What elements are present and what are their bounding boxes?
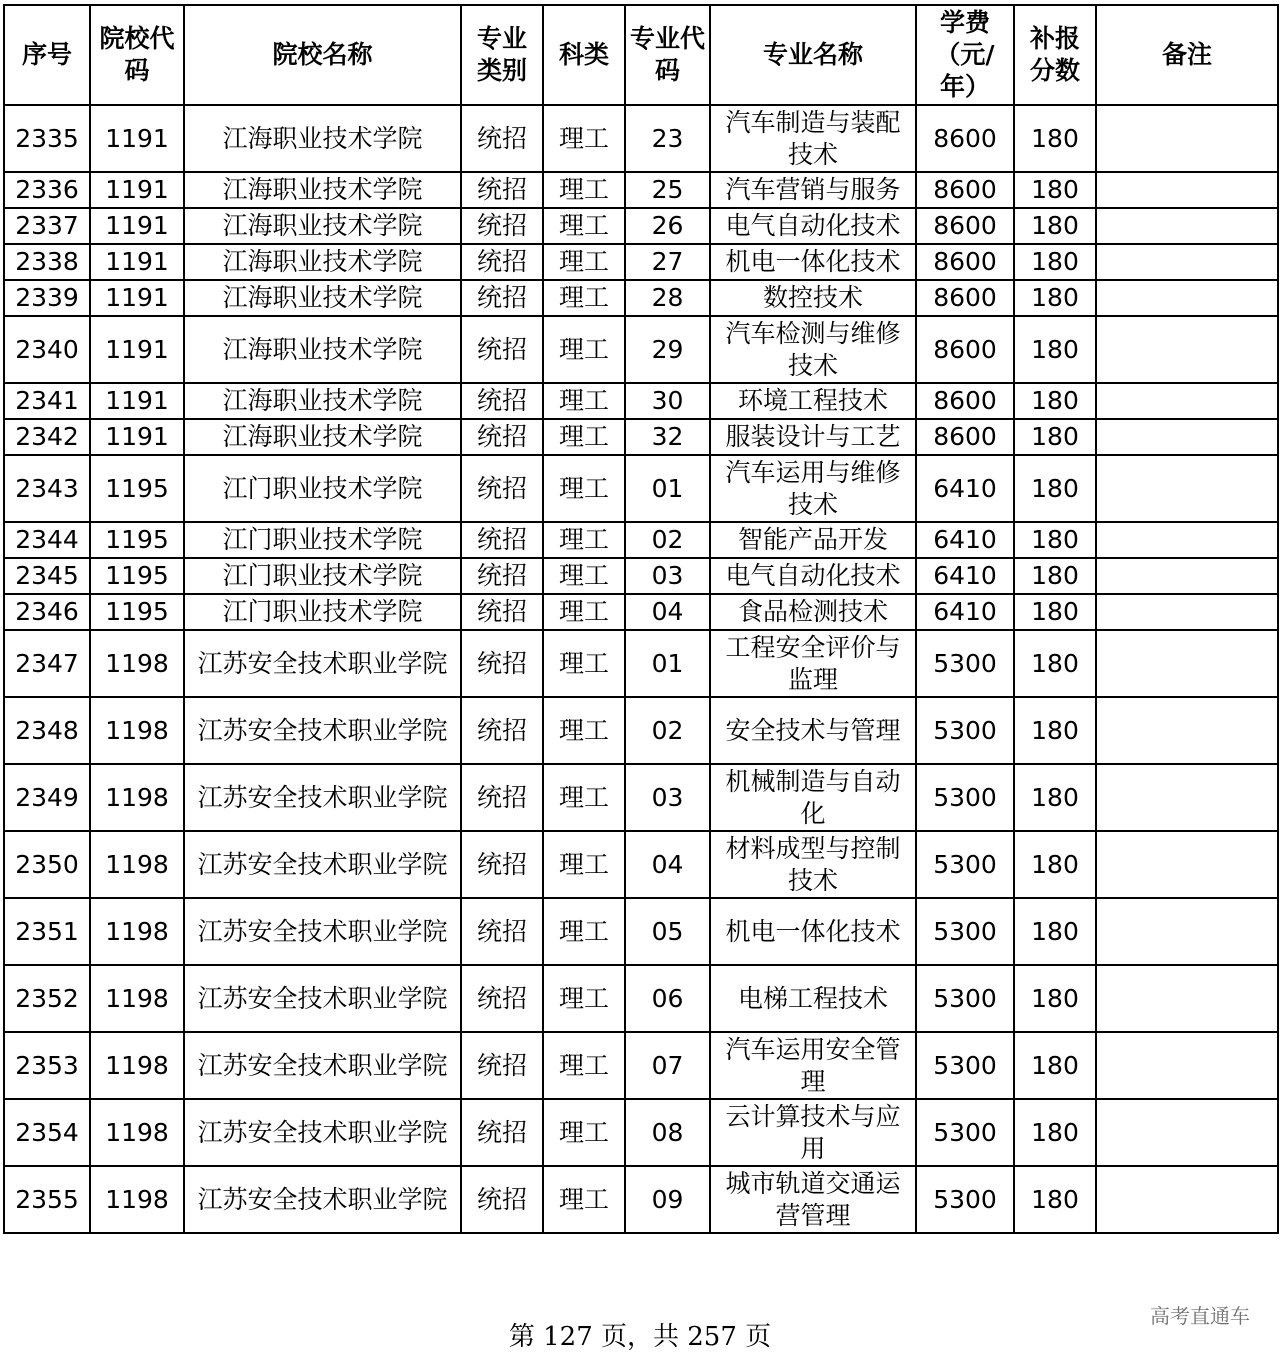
cell-remarks (1096, 1032, 1278, 1099)
cell-school-name: 江苏安全技术职业学院 (184, 898, 461, 965)
cell-major-code: 09 (625, 1166, 710, 1233)
cell-seq: 2339 (4, 280, 90, 316)
cell-remarks (1096, 172, 1278, 208)
cell-major-type: 统招 (461, 383, 543, 419)
cell-school-code: 1198 (90, 1032, 184, 1099)
cell-school-code: 1198 (90, 965, 184, 1032)
cell-major-code: 08 (625, 1099, 710, 1166)
cell-major-name: 汽车制造与装配技术 (710, 105, 916, 172)
table-row (4, 1032, 1278, 1099)
cell-school-name: 江海职业技术学院 (184, 208, 461, 244)
cell-school-name: 江苏安全技术职业学院 (184, 697, 461, 764)
cell-seq: 2348 (4, 697, 90, 764)
cell-major-type: 统招 (461, 898, 543, 965)
cell-school-name: 江苏安全技术职业学院 (184, 1099, 461, 1166)
cell-subject: 理工 (543, 455, 625, 522)
cell-major-type: 统招 (461, 831, 543, 898)
cell-major-code: 27 (625, 244, 710, 280)
cell-major-code: 25 (625, 172, 710, 208)
cell-seq: 2335 (4, 105, 90, 172)
cell-score: 180 (1014, 594, 1096, 630)
cell-major-code: 28 (625, 280, 710, 316)
cell-school-code: 1195 (90, 558, 184, 594)
cell-score: 180 (1014, 965, 1096, 1032)
cell-tuition: 8600 (916, 244, 1014, 280)
cell-subject: 理工 (543, 522, 625, 558)
cell-seq: 2340 (4, 316, 90, 383)
cell-school-name: 江门职业技术学院 (184, 522, 461, 558)
cell-seq: 2337 (4, 208, 90, 244)
table-row (4, 1166, 1278, 1233)
cell-school-code: 1191 (90, 208, 184, 244)
header-school-name: 院校名称 (184, 5, 461, 105)
cell-score: 180 (1014, 244, 1096, 280)
cell-tuition: 6410 (916, 558, 1014, 594)
cell-score: 180 (1014, 105, 1096, 172)
table-row (4, 105, 1278, 172)
cell-school-code: 1195 (90, 455, 184, 522)
header-major-name: 专业名称 (710, 5, 916, 105)
cell-school-code: 1191 (90, 280, 184, 316)
cell-school-name: 江海职业技术学院 (184, 280, 461, 316)
cell-major-name: 环境工程技术 (710, 383, 916, 419)
cell-seq: 2353 (4, 1032, 90, 1099)
cell-tuition: 5300 (916, 764, 1014, 831)
cell-major-name: 汽车营销与服务 (710, 172, 916, 208)
cell-school-name: 江苏安全技术职业学院 (184, 630, 461, 697)
cell-major-name: 机电一体化技术 (710, 244, 916, 280)
table-row (4, 764, 1278, 831)
cell-subject: 理工 (543, 831, 625, 898)
cell-subject: 理工 (543, 594, 625, 630)
cell-major-type: 统招 (461, 105, 543, 172)
cell-remarks (1096, 1099, 1278, 1166)
cell-tuition: 5300 (916, 1099, 1014, 1166)
table-row (4, 965, 1278, 1032)
cell-school-code: 1191 (90, 105, 184, 172)
cell-tuition: 5300 (916, 697, 1014, 764)
cell-school-name: 江苏安全技术职业学院 (184, 1166, 461, 1233)
cell-school-code: 1198 (90, 630, 184, 697)
table-row (4, 383, 1278, 419)
cell-school-name: 江海职业技术学院 (184, 383, 461, 419)
cell-school-name: 江海职业技术学院 (184, 419, 461, 455)
cell-major-code: 07 (625, 1032, 710, 1099)
cell-seq: 2338 (4, 244, 90, 280)
cell-school-name: 江苏安全技术职业学院 (184, 764, 461, 831)
header-major-type: 专业类别 (461, 5, 543, 105)
cell-score: 180 (1014, 764, 1096, 831)
cell-score: 180 (1014, 316, 1096, 383)
cell-score: 180 (1014, 697, 1096, 764)
cell-school-code: 1198 (90, 764, 184, 831)
cell-major-name: 材料成型与控制技术 (710, 831, 916, 898)
cell-major-name: 数控技术 (710, 280, 916, 316)
table-row (4, 630, 1278, 697)
cell-major-type: 统招 (461, 1099, 543, 1166)
cell-seq: 2349 (4, 764, 90, 831)
cell-major-name: 云计算技术与应用 (710, 1099, 916, 1166)
cell-remarks (1096, 594, 1278, 630)
cell-subject: 理工 (543, 244, 625, 280)
cell-tuition: 8600 (916, 419, 1014, 455)
cell-score: 180 (1014, 419, 1096, 455)
cell-subject: 理工 (543, 383, 625, 419)
cell-score: 180 (1014, 1099, 1096, 1166)
cell-score: 180 (1014, 455, 1096, 522)
cell-tuition: 5300 (916, 831, 1014, 898)
cell-subject: 理工 (543, 697, 625, 764)
table-row (4, 594, 1278, 630)
cell-subject: 理工 (543, 208, 625, 244)
header-seq: 序号 (4, 5, 90, 105)
cell-seq: 2345 (4, 558, 90, 594)
cell-school-code: 1191 (90, 419, 184, 455)
cell-remarks (1096, 316, 1278, 383)
cell-major-type: 统招 (461, 1166, 543, 1233)
cell-tuition: 8600 (916, 316, 1014, 383)
cell-seq: 2354 (4, 1099, 90, 1166)
cell-major-type: 统招 (461, 419, 543, 455)
cell-major-name: 城市轨道交通运营管理 (710, 1166, 916, 1233)
cell-major-name: 食品检测技术 (710, 594, 916, 630)
cell-school-code: 1198 (90, 898, 184, 965)
cell-remarks (1096, 244, 1278, 280)
admission-table (3, 4, 1279, 1234)
cell-remarks (1096, 558, 1278, 594)
cell-subject: 理工 (543, 558, 625, 594)
header-subject: 科类 (543, 5, 625, 105)
cell-school-code: 1198 (90, 1099, 184, 1166)
cell-major-code: 02 (625, 522, 710, 558)
table-header-row (4, 5, 1278, 105)
cell-major-type: 统招 (461, 244, 543, 280)
cell-remarks (1096, 208, 1278, 244)
header-major-code: 专业代码 (625, 5, 710, 105)
cell-major-name: 汽车检测与维修技术 (710, 316, 916, 383)
cell-school-name: 江苏安全技术职业学院 (184, 965, 461, 1032)
cell-seq: 2341 (4, 383, 90, 419)
cell-seq: 2346 (4, 594, 90, 630)
table-row (4, 831, 1278, 898)
cell-score: 180 (1014, 630, 1096, 697)
table-row (4, 558, 1278, 594)
cell-score: 180 (1014, 172, 1096, 208)
cell-school-name: 江门职业技术学院 (184, 594, 461, 630)
cell-remarks (1096, 630, 1278, 697)
cell-remarks (1096, 1166, 1278, 1233)
cell-major-name: 智能产品开发 (710, 522, 916, 558)
cell-major-type: 统招 (461, 280, 543, 316)
table-row (4, 208, 1278, 244)
cell-major-code: 04 (625, 831, 710, 898)
cell-score: 180 (1014, 831, 1096, 898)
cell-remarks (1096, 419, 1278, 455)
table-row (4, 1099, 1278, 1166)
cell-school-code: 1195 (90, 522, 184, 558)
cell-remarks (1096, 105, 1278, 172)
cell-major-code: 32 (625, 419, 710, 455)
cell-major-code: 03 (625, 764, 710, 831)
cell-seq: 2343 (4, 455, 90, 522)
cell-major-name: 汽车运用安全管理 (710, 1032, 916, 1099)
cell-tuition: 8600 (916, 280, 1014, 316)
cell-seq: 2344 (4, 522, 90, 558)
cell-school-code: 1191 (90, 172, 184, 208)
page-footer: 第 127 页，共 257 页 (508, 1322, 772, 1352)
cell-seq: 2336 (4, 172, 90, 208)
cell-major-type: 统招 (461, 455, 543, 522)
cell-remarks (1096, 280, 1278, 316)
cell-school-code: 1198 (90, 697, 184, 764)
cell-subject: 理工 (543, 630, 625, 697)
cell-score: 180 (1014, 383, 1096, 419)
cell-school-name: 江海职业技术学院 (184, 172, 461, 208)
cell-subject: 理工 (543, 105, 625, 172)
cell-remarks (1096, 522, 1278, 558)
table-row (4, 522, 1278, 558)
cell-tuition: 5300 (916, 630, 1014, 697)
cell-tuition: 5300 (916, 898, 1014, 965)
header-remarks: 备注 (1096, 5, 1278, 105)
table-row (4, 898, 1278, 965)
cell-school-code: 1195 (90, 594, 184, 630)
header-school-code: 院校代码 (90, 5, 184, 105)
cell-major-name: 汽车运用与维修技术 (710, 455, 916, 522)
cell-subject: 理工 (543, 1032, 625, 1099)
cell-school-name: 江海职业技术学院 (184, 244, 461, 280)
cell-seq: 2350 (4, 831, 90, 898)
cell-major-code: 23 (625, 105, 710, 172)
cell-tuition: 6410 (916, 594, 1014, 630)
cell-major-type: 统招 (461, 1032, 543, 1099)
table-row (4, 419, 1278, 455)
cell-seq: 2352 (4, 965, 90, 1032)
cell-major-code: 01 (625, 630, 710, 697)
header-tuition: 学费（元/年） (916, 5, 1014, 105)
cell-major-name: 电气自动化技术 (710, 208, 916, 244)
table-row (4, 455, 1278, 522)
cell-seq: 2342 (4, 419, 90, 455)
cell-score: 180 (1014, 1032, 1096, 1099)
cell-tuition: 5300 (916, 965, 1014, 1032)
cell-remarks (1096, 383, 1278, 419)
cell-school-code: 1191 (90, 316, 184, 383)
table-row (4, 316, 1278, 383)
cell-major-code: 01 (625, 455, 710, 522)
cell-major-type: 统招 (461, 594, 543, 630)
cell-tuition: 5300 (916, 1032, 1014, 1099)
cell-subject: 理工 (543, 1166, 625, 1233)
cell-tuition: 5300 (916, 1166, 1014, 1233)
cell-remarks (1096, 455, 1278, 522)
header-score: 补报分数 (1014, 5, 1096, 105)
cell-major-code: 30 (625, 383, 710, 419)
cell-major-name: 机械制造与自动化 (710, 764, 916, 831)
cell-subject: 理工 (543, 898, 625, 965)
table-row (4, 172, 1278, 208)
cell-school-name: 江门职业技术学院 (184, 455, 461, 522)
cell-subject: 理工 (543, 764, 625, 831)
cell-tuition: 8600 (916, 172, 1014, 208)
cell-school-code: 1198 (90, 831, 184, 898)
cell-subject: 理工 (543, 1099, 625, 1166)
cell-school-code: 1198 (90, 1166, 184, 1233)
cell-major-name: 工程安全评价与监理 (710, 630, 916, 697)
cell-major-code: 05 (625, 898, 710, 965)
cell-major-name: 机电一体化技术 (710, 898, 916, 965)
watermark: 高考直通车 (1150, 1304, 1250, 1328)
cell-major-code: 04 (625, 594, 710, 630)
cell-major-name: 服装设计与工艺 (710, 419, 916, 455)
cell-seq: 2355 (4, 1166, 90, 1233)
cell-score: 180 (1014, 1166, 1096, 1233)
cell-tuition: 8600 (916, 383, 1014, 419)
cell-school-code: 1191 (90, 244, 184, 280)
cell-score: 180 (1014, 522, 1096, 558)
cell-subject: 理工 (543, 419, 625, 455)
cell-remarks (1096, 764, 1278, 831)
cell-major-type: 统招 (461, 208, 543, 244)
cell-major-name: 电气自动化技术 (710, 558, 916, 594)
cell-remarks (1096, 965, 1278, 1032)
cell-school-name: 江苏安全技术职业学院 (184, 831, 461, 898)
cell-score: 180 (1014, 280, 1096, 316)
table-row (4, 697, 1278, 764)
cell-major-type: 统招 (461, 764, 543, 831)
table-row (4, 244, 1278, 280)
cell-major-type: 统招 (461, 697, 543, 764)
cell-tuition: 6410 (916, 455, 1014, 522)
cell-seq: 2347 (4, 630, 90, 697)
cell-major-code: 06 (625, 965, 710, 1032)
cell-tuition: 8600 (916, 105, 1014, 172)
cell-tuition: 8600 (916, 208, 1014, 244)
cell-subject: 理工 (543, 316, 625, 383)
cell-school-name: 江苏安全技术职业学院 (184, 1032, 461, 1099)
cell-school-name: 江海职业技术学院 (184, 316, 461, 383)
cell-major-code: 26 (625, 208, 710, 244)
table-row (4, 280, 1278, 316)
cell-score: 180 (1014, 208, 1096, 244)
cell-major-type: 统招 (461, 172, 543, 208)
cell-subject: 理工 (543, 280, 625, 316)
cell-major-type: 统招 (461, 965, 543, 1032)
cell-school-name: 江海职业技术学院 (184, 105, 461, 172)
cell-school-code: 1191 (90, 383, 184, 419)
cell-tuition: 6410 (916, 522, 1014, 558)
cell-subject: 理工 (543, 172, 625, 208)
cell-remarks (1096, 831, 1278, 898)
cell-remarks (1096, 697, 1278, 764)
cell-major-type: 统招 (461, 316, 543, 383)
cell-score: 180 (1014, 558, 1096, 594)
cell-score: 180 (1014, 898, 1096, 965)
cell-school-name: 江门职业技术学院 (184, 558, 461, 594)
cell-subject: 理工 (543, 965, 625, 1032)
cell-major-code: 02 (625, 697, 710, 764)
cell-major-code: 03 (625, 558, 710, 594)
cell-major-name: 安全技术与管理 (710, 697, 916, 764)
cell-major-type: 统招 (461, 630, 543, 697)
cell-major-name: 电梯工程技术 (710, 965, 916, 1032)
cell-major-code: 29 (625, 316, 710, 383)
cell-major-type: 统招 (461, 558, 543, 594)
cell-major-type: 统招 (461, 522, 543, 558)
cell-remarks (1096, 898, 1278, 965)
cell-seq: 2351 (4, 898, 90, 965)
